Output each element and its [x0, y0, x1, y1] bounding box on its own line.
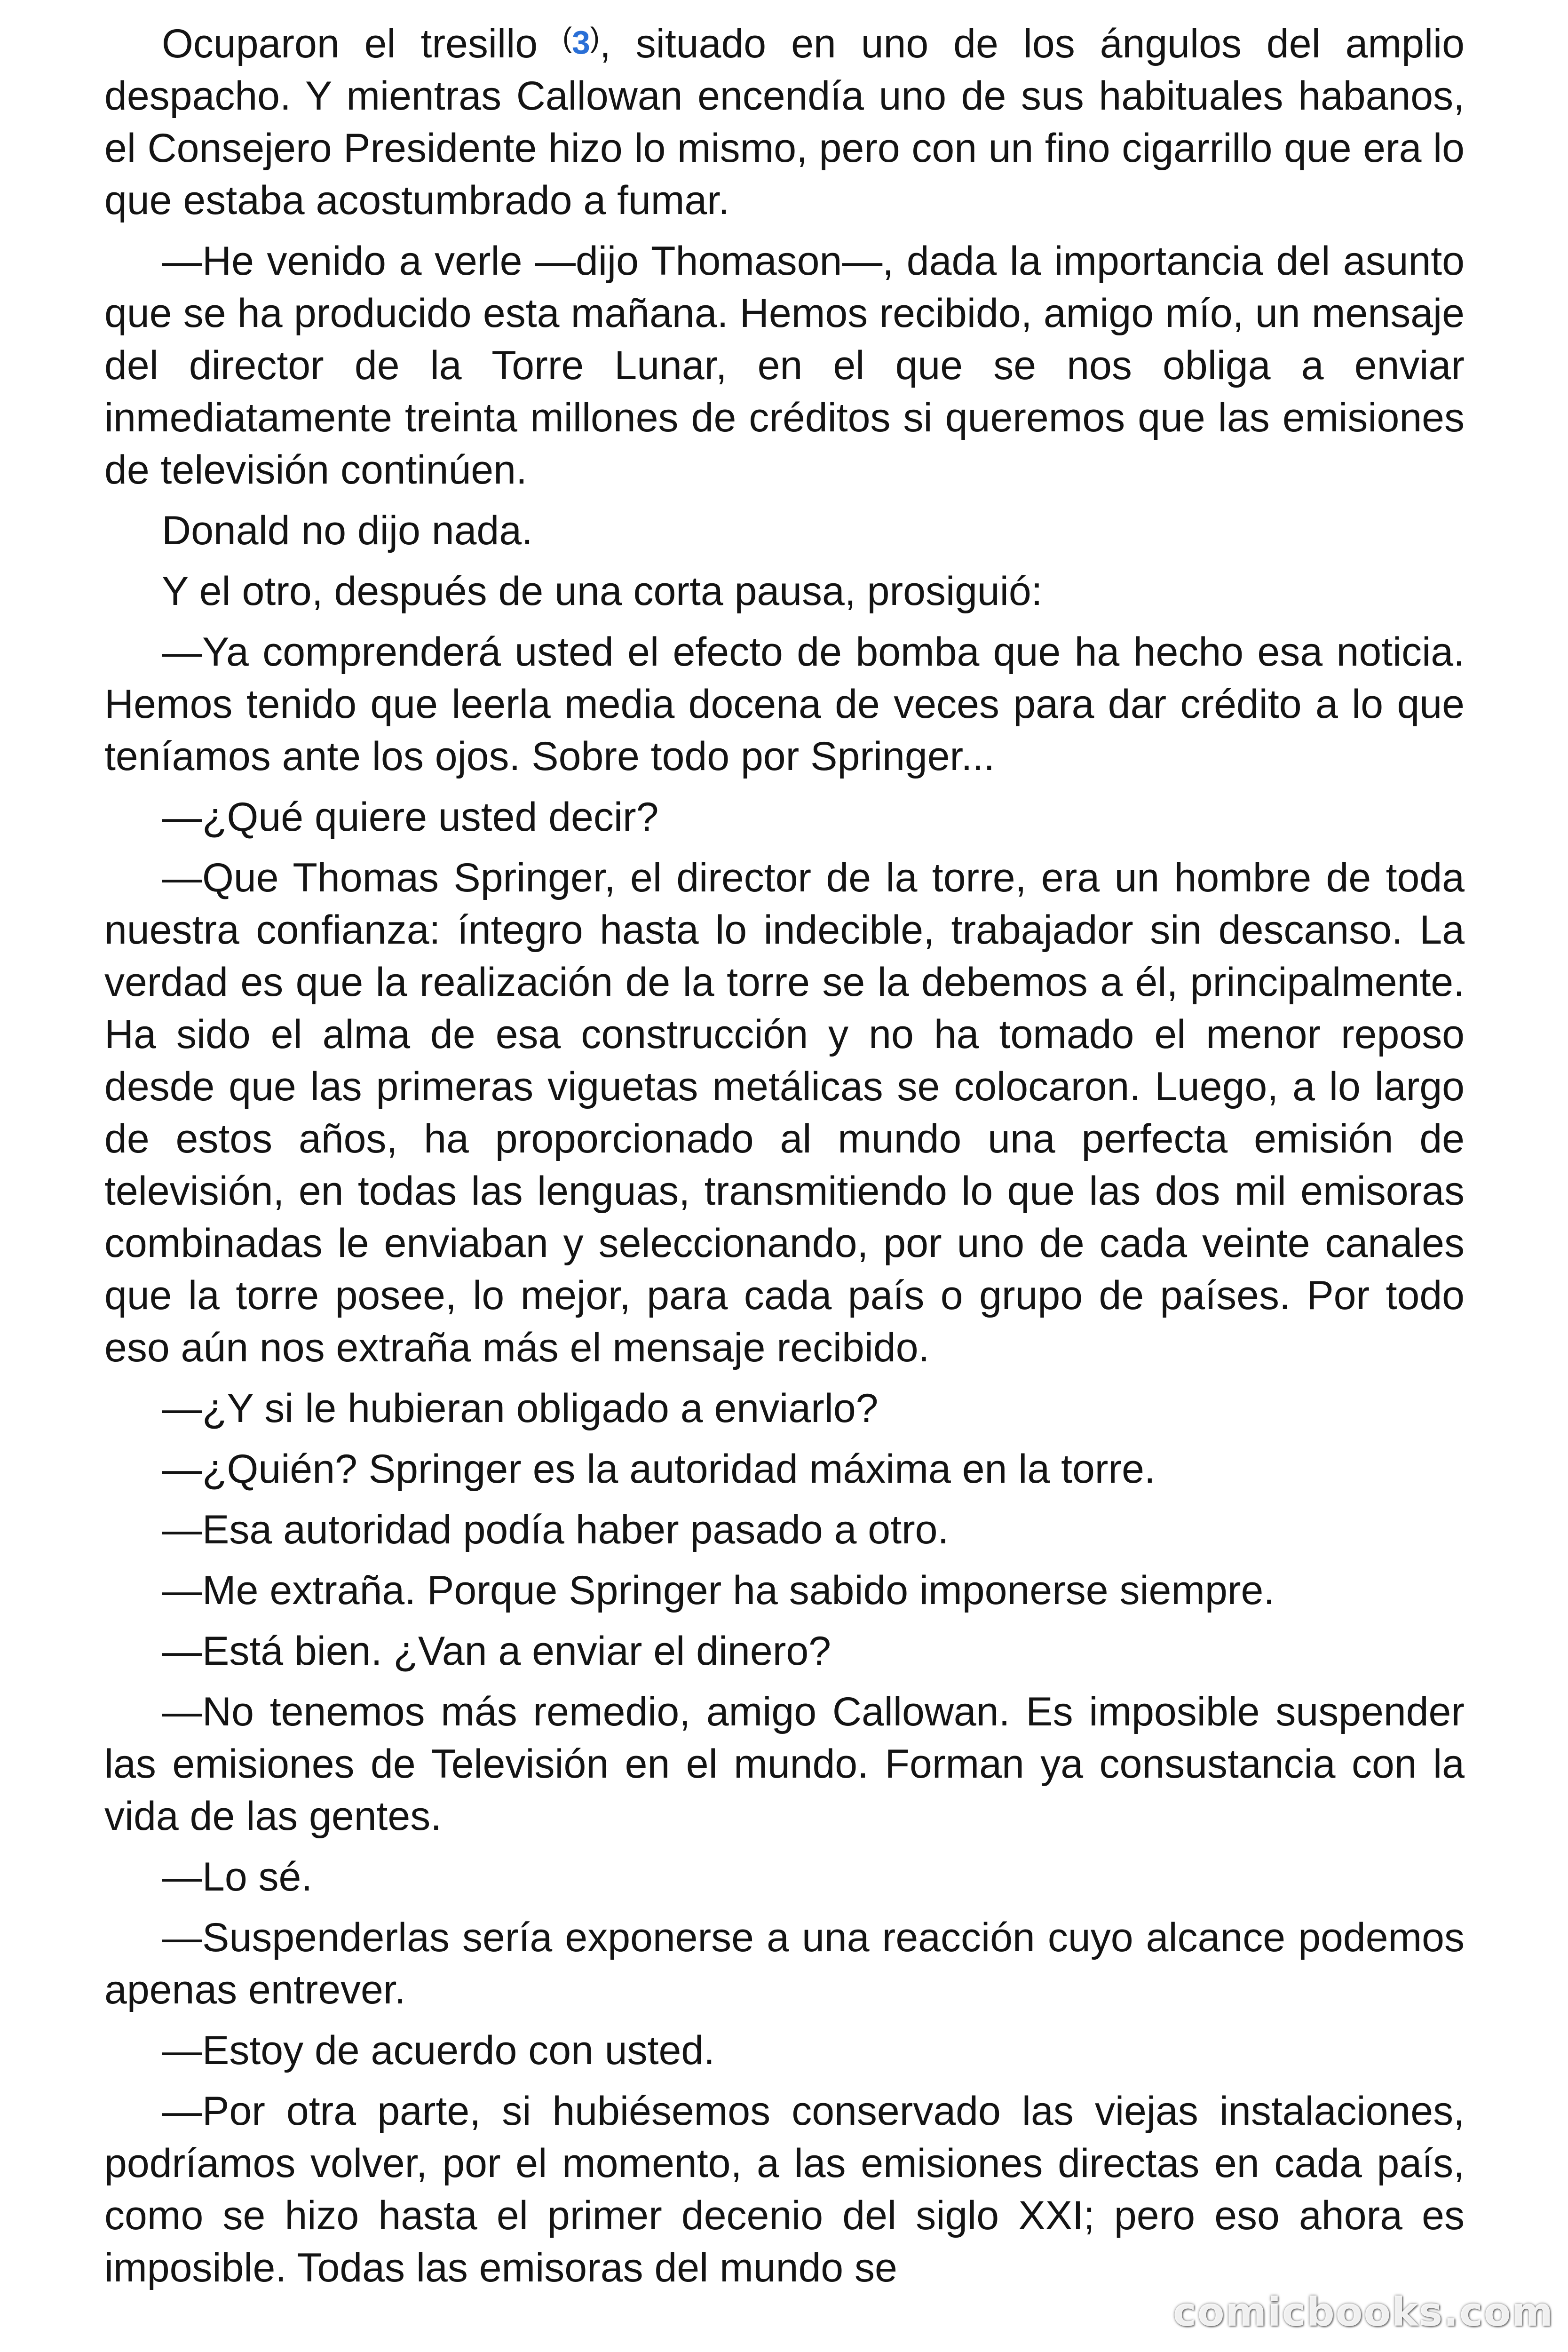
paragraph: [104, 18, 1465, 227]
paragraph-text: Ocuparon el tresillo: [162, 21, 563, 66]
page-text: [104, 18, 1465, 2303]
paragraph: —Que Thomas Springer, el director de la torre, era un hombre de toda nuestra confianza: íntegro hasta lo indecible, trabajador sin descanso. La verdad es que la realización de la torre se la debemos a él, principalmente. Ha sido el alma de esa construcción y no ha tomado el menor reposo desde que las primeras viguetas metálicas se colocaron. Luego, a lo largo de estos años, ha proporcionado al mundo una perfecta emisión de televisión, en todas las lenguas, transmitiendo lo que las dos mil emisoras combinadas le enviaban y seleccionando, por uno de cada veinte canales que la torre posee, lo mejor, para cada país o grupo de países. Por todo eso aún nos extraña más el mensaje recibido.: [104, 855, 1465, 1370]
paragraph: —¿Qué quiere usted decir?: [162, 795, 659, 840]
paragraph: —Me extraña. Porque Springer ha sabido imponerse siempre.: [162, 1568, 1275, 1613]
paragraph: —Estoy de acuerdo con usted.: [162, 2028, 715, 2073]
paragraph: Donald no dijo nada.: [162, 508, 533, 553]
paragraph: —¿Y si le hubieran obligado a enviarlo?: [162, 1386, 879, 1431]
paragraph: —No tenemos más remedio, amigo Callowan. Es imposible suspender las emisiones de Televisión en el mundo. Forman ya consustancia con la vida de las gentes.: [104, 1689, 1465, 1839]
footnote-marker[interactable]: (3): [562, 22, 600, 61]
paragraph: —Ya comprenderá usted el efecto de bomba que ha hecho esa noticia. Hemos tenido que leerla media docena de veces para dar crédito a lo que teníamos ante los ojos. Sobre todo por Springer...: [104, 629, 1465, 779]
paragraph: —Está bien. ¿Van a enviar el dinero?: [162, 1629, 831, 1674]
paragraph: —He venido a verle —dijo Thomason—, dada la importancia del asunto que se ha producido esta mañana. Hemos recibido, amigo mío, un mensaje del director de la Torre Lunar, en el que se nos obliga a enviar inmediatamente treinta millones de créditos si queremos que las emisiones de televisión continúen.: [104, 238, 1465, 493]
paragraph: —¿Quién? Springer es la autoridad máxima en la torre.: [162, 1446, 1156, 1492]
paragraph: —Suspenderlas sería exponerse a una reacción cuyo alcance podemos apenas entrever.: [104, 1915, 1465, 2012]
paragraph: —Lo sé.: [162, 1854, 313, 1899]
paragraph: —Por otra parte, si hubiésemos conservado las viejas instalaciones, podríamos volver, por el momento, a las emisiones directas en cada país, como se hizo hasta el primer decenio del siglo XXI; pero eso ahora es imposible. Todas las emisoras del mundo se: [104, 2089, 1465, 2290]
watermark: comicbooks.com: [1173, 2289, 1554, 2335]
footnote-number[interactable]: 3: [572, 24, 590, 61]
paragraph: —Esa autoridad podía haber pasado a otro.: [162, 1507, 949, 1552]
paragraph: Y el otro, después de una corta pausa, prosiguió:: [162, 569, 1043, 614]
paragraph-text: , situado en uno de los ángulos del amplio despacho. Y mientras Callowan encendía uno de sus habituales habanos, el Consejero Presidente hizo lo mismo, pero con un fino cigarrillo que era lo que estaba acostumbrado a fumar.: [104, 21, 1465, 223]
